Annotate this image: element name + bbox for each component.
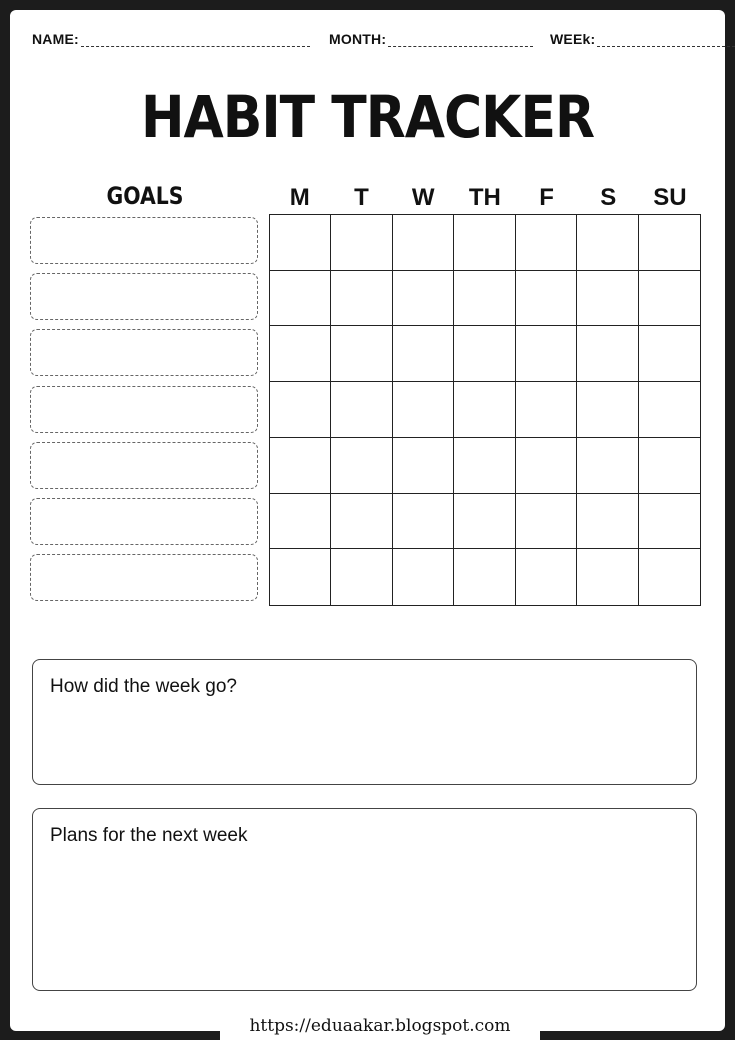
tracker-cell[interactable] (516, 326, 577, 382)
tracker-cell[interactable] (270, 382, 331, 438)
tracker-cell[interactable] (516, 271, 577, 327)
day-header: TH (468, 184, 501, 211)
tracker-cell[interactable] (639, 215, 700, 271)
tracker-cell[interactable] (393, 326, 454, 382)
day-header: W (411, 184, 435, 211)
tracker-cell[interactable] (454, 326, 515, 382)
goal-input-box[interactable] (30, 554, 258, 601)
tracker-cell[interactable] (454, 382, 515, 438)
tracker-cell[interactable] (393, 438, 454, 494)
tracker-cell[interactable] (577, 382, 638, 438)
tracker-cell[interactable] (270, 215, 331, 271)
tracker-cell[interactable] (331, 271, 392, 327)
month-field[interactable] (329, 31, 533, 47)
tracker-cell[interactable] (331, 382, 392, 438)
week-line[interactable] (597, 32, 735, 47)
next-week-plans-box[interactable] (32, 808, 697, 991)
day-header: M (289, 184, 310, 211)
tracker-cell[interactable] (516, 215, 577, 271)
month-label: MONTH: (329, 31, 387, 47)
week-reflection-label: How did the week go? (50, 676, 237, 697)
day-header: S (600, 184, 617, 211)
goal-input-box[interactable] (30, 498, 258, 545)
tracker-cell[interactable] (393, 271, 454, 327)
tracker-cell[interactable] (454, 215, 515, 271)
tracker-cell[interactable] (270, 326, 331, 382)
tracker-cell[interactable] (577, 438, 638, 494)
tracker-cell[interactable] (393, 494, 454, 550)
week-field[interactable] (550, 31, 735, 47)
footer-url: https://eduaakar.blogspot.com (220, 1012, 540, 1040)
day-header: SU (653, 184, 687, 211)
page-title: HABIT TRACKER (140, 84, 595, 152)
tracker-cell[interactable] (331, 326, 392, 382)
goal-input-box[interactable] (30, 386, 258, 433)
tracker-cell[interactable] (639, 326, 700, 382)
tracker-cell[interactable] (454, 438, 515, 494)
tracker-cell[interactable] (270, 271, 331, 327)
tracker-cell[interactable] (454, 549, 515, 605)
day-header: T (354, 184, 369, 211)
week-label: WEEk: (550, 31, 596, 47)
goal-input-box[interactable] (30, 329, 258, 376)
habit-grid (269, 214, 701, 606)
tracker-cell[interactable] (454, 494, 515, 550)
tracker-cell[interactable] (393, 215, 454, 271)
tracker-cell[interactable] (454, 271, 515, 327)
goal-input-box[interactable] (30, 217, 258, 264)
tracker-cell[interactable] (331, 438, 392, 494)
tracker-cell[interactable] (393, 549, 454, 605)
tracker-cell[interactable] (639, 438, 700, 494)
tracker-cell[interactable] (516, 549, 577, 605)
tracker-cell[interactable] (331, 494, 392, 550)
name-line[interactable] (81, 32, 310, 47)
tracker-cell[interactable] (270, 549, 331, 605)
worksheet-page (10, 10, 725, 1031)
tracker-cell[interactable] (331, 215, 392, 271)
header-fields (32, 31, 715, 55)
tracker-cell[interactable] (516, 382, 577, 438)
tracker-cell[interactable] (270, 494, 331, 550)
goal-input-box[interactable] (30, 273, 258, 320)
tracker-cell[interactable] (577, 326, 638, 382)
tracker-cell[interactable] (516, 438, 577, 494)
tracker-cell[interactable] (639, 271, 700, 327)
tracker-cell[interactable] (577, 494, 638, 550)
tracker-cell[interactable] (270, 438, 331, 494)
name-label: NAME: (32, 31, 79, 47)
tracker-cell[interactable] (577, 271, 638, 327)
tracker-cell[interactable] (577, 215, 638, 271)
tracker-cell[interactable] (331, 549, 392, 605)
tracker-cell[interactable] (639, 549, 700, 605)
week-reflection-box[interactable] (32, 659, 697, 785)
tracker-cell[interactable] (639, 494, 700, 550)
next-week-plans-label: Plans for the next week (50, 825, 248, 846)
day-header: F (539, 184, 554, 211)
tracker-cell[interactable] (516, 494, 577, 550)
tracker-cell[interactable] (393, 382, 454, 438)
month-line[interactable] (388, 32, 533, 47)
goals-heading: GOALS (106, 182, 184, 210)
tracker-cell[interactable] (639, 382, 700, 438)
tracker-cell[interactable] (577, 549, 638, 605)
goal-input-box[interactable] (30, 442, 258, 489)
name-field[interactable] (32, 31, 310, 47)
